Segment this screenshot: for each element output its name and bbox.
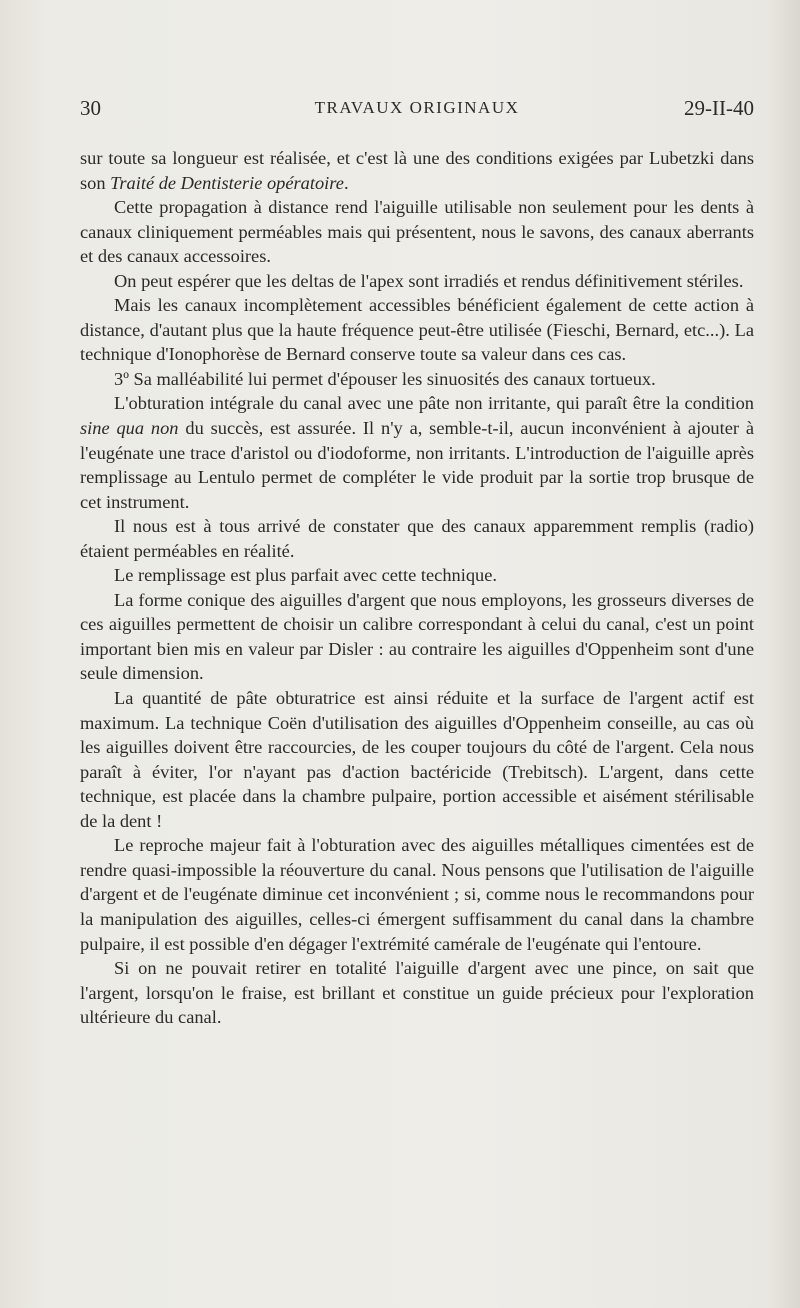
paragraph-text: La quantité de pâte obturatrice est ainsi réduite et la surface de l'argent actif est maximum. La technique Coën d'utilisation des aiguilles d'Oppenheim conseille, au cas où les aiguilles doivent être raccourcies, de les couper toujours du côté de l'argent. Cela nous paraît à éviter, l'or n'ayant pas d'action bactéricide (Trebitsch). L'argent, dans cette technique, est placée dans la chambre pulpaire, portion accessible et aisément stérilisable de la dent ! — [80, 688, 754, 831]
paragraph-text: L'obturation intégrale du canal avec une pâte non irritante, qui paraît être la condition — [114, 393, 754, 414]
paragraph-text: Le reproche majeur fait à l'obturation avec des aiguilles métalliques cimentées est de rendre quasi-impossible la réouverture du canal. Nous pensons que l'utilisation de l'aiguille d'argent et de l'eugénate diminue cet inconvénient ; si, comme nous le recommandons pour la manipulation des aiguilles, celles-ci émergent suffisamment du canal dans la chambre pulpaire, il est possible d'en dégager l'extrémité camérale de l'eugénate qui l'entoure. — [80, 835, 754, 954]
paragraph — [80, 269, 754, 294]
paragraph-text: sur toute sa longueur est réalisée, et c'est là une des conditions exigées par Lubetzki dans son — [80, 148, 754, 193]
paragraph-text: . — [343, 172, 349, 193]
paragraph — [80, 391, 754, 514]
italic-text: sine qua non — [80, 418, 179, 439]
paragraph-text: Si on ne pouvait retirer en totalité l'aiguille d'argent avec une pince, on sait que l'argent, lorsqu'on le fraise, est brillant et constitue un guide précieux pour l'exploration ultérieure du canal. — [80, 958, 754, 1028]
paragraph — [80, 588, 754, 686]
paragraph — [80, 146, 754, 195]
paragraph — [80, 293, 754, 367]
paragraph — [80, 686, 754, 833]
paragraph-text: du succès, est assurée. Il n'y a, semble-t-il, aucun inconvénient à ajouter à l'eugénate une trace d'aristol ou d'iodoforme, non irritants. L'introduction de l'aiguille après remplissage au Lentulo permet de compléter le vide produit par la sortie trop brusque de cet instrument. — [80, 418, 754, 512]
paragraph-text: 3º Sa malléabilité lui permet d'épouser les sinuosités des canaux tortueux. — [114, 368, 656, 389]
body-text — [80, 146, 754, 1030]
paragraph-text: Le remplissage est plus parfait avec cette technique. — [114, 565, 497, 586]
paragraph — [80, 956, 754, 1030]
running-title: TRAVAUX ORIGINAUX — [314, 98, 520, 117]
paragraph-text: La forme conique des aiguilles d'argent que nous employons, les grosseurs diverses de ces aiguilles permettent de choisir un calibre correspondant à celui du canal, c'est un point important bien mis en valeur par Disler : au contraire les aiguilles d'Oppenheim sont d'une seule dimension. — [80, 589, 754, 684]
italic-text: Traité de Dentisterie opératoire — [110, 172, 344, 193]
paragraph-text: Cette propagation à distance rend l'aiguille utilisable non seulement pour les dents à canaux cliniquement perméables mais qui présentent, nous le savons, des canaux aberrants et des canaux accessoires. — [80, 197, 754, 267]
paragraph-text: Il nous est à tous arrivé de constater que des canaux apparemment remplis (radio) étaient perméables en réalité. — [80, 516, 754, 561]
paragraph — [80, 195, 754, 269]
paragraph — [80, 514, 754, 563]
paragraph — [80, 833, 754, 956]
paragraph — [80, 563, 754, 588]
paragraph — [80, 367, 754, 392]
issue-date: 29-II-40 — [684, 96, 754, 120]
page-number: 30 — [80, 96, 101, 120]
paragraph-text: On peut espérer que les deltas de l'apex sont irradiés et rendus définitivement stériles. — [114, 270, 744, 291]
paragraph-text: Mais les canaux incomplètement accessibles bénéficient également de cette action à distance, d'autant plus que la haute fréquence peut-être utilisée (Fieschi, Bernard, etc...). La technique d'Ionophorèse de Bernard conserve toute sa valeur dans ces cas. — [80, 295, 754, 365]
